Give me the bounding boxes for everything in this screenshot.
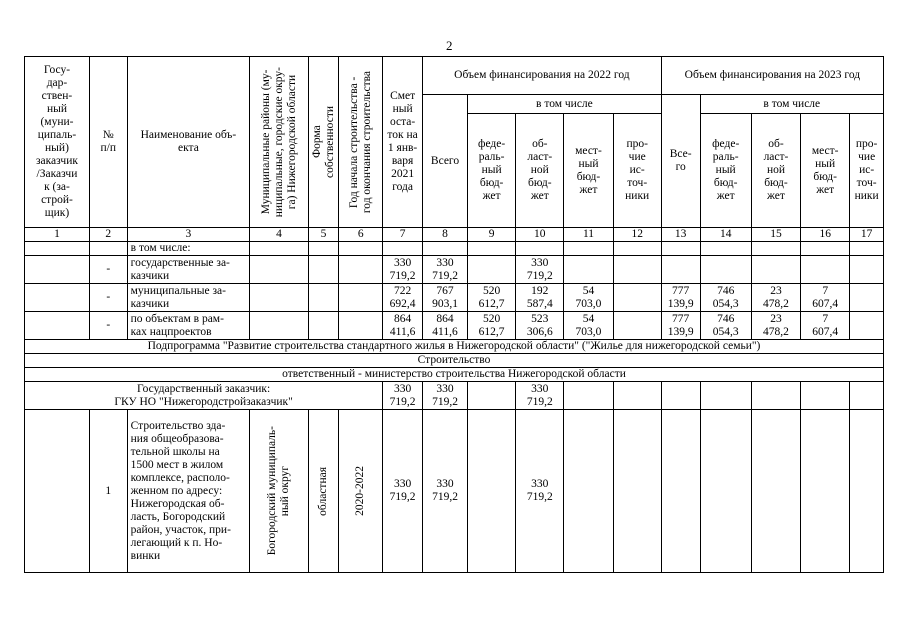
cell-value <box>700 256 751 284</box>
cell-value: 330 719,2 <box>383 382 423 410</box>
cell-value: 192 587,4 <box>516 284 564 312</box>
table-row <box>25 382 884 410</box>
col-num: 6 <box>339 228 383 242</box>
cell-value: 523 306,6 <box>516 312 564 340</box>
row-name: государственные за- казчики <box>127 256 250 284</box>
item-name: Строительство зда- ния общеобразова- тельной школы на 1500 мест в жилом комплексе, располо- женном по адресу: Нижегородская об- ласть, Богородский район, участок, при- легающий к п. Но- винки <box>127 410 250 573</box>
responsible-row: ответственный - министерство строительства Нижегородской области <box>25 368 884 382</box>
header-incl-2022: в том числе <box>468 95 662 114</box>
col-num: 16 <box>801 228 850 242</box>
col-num: 3 <box>127 228 250 242</box>
cell-value: 23 478,2 <box>751 312 800 340</box>
header-federal-2023: феде- раль- ный бюд- жет <box>700 114 751 228</box>
cell-value: 54 703,0 <box>564 312 613 340</box>
header-incl-2023: в том числе <box>700 95 883 114</box>
col-num: 13 <box>661 228 700 242</box>
header-local-2022: мест- ный бюд- жет <box>564 114 613 228</box>
header-fin-2022: Объем финансирования на 2022 год <box>423 57 662 95</box>
section-row: Строительство <box>25 354 884 368</box>
row-dash: - <box>89 312 127 340</box>
col-num: 12 <box>613 228 661 242</box>
cell-value: 330 719,2 <box>516 382 564 410</box>
col-num: 7 <box>383 228 423 242</box>
cell-value: 722 692,4 <box>383 284 423 312</box>
col-num: 9 <box>468 228 516 242</box>
header-fin-2023: Объем финансирования на 2023 год <box>661 57 883 95</box>
cell-value: 520 612,7 <box>468 312 516 340</box>
cell-value <box>613 312 661 340</box>
cell-value: 23 478,2 <box>751 284 800 312</box>
col-num: 17 <box>850 228 884 242</box>
col-num: 10 <box>516 228 564 242</box>
item-ownership: областная <box>308 410 338 573</box>
cell-value <box>613 256 661 284</box>
cell-value <box>850 312 884 340</box>
cell-value: 330 719,2 <box>516 256 564 284</box>
header-other-2023: про- чие ис- точ- ники <box>850 114 884 228</box>
col-num: 1 <box>25 228 90 242</box>
header-estimate: Смет ный оста- ток на 1 янв- варя 2021 года <box>383 57 423 228</box>
row-name: по объектам в рам- ках нацпроектов <box>127 312 250 340</box>
cell-value <box>468 256 516 284</box>
cell-value <box>661 410 700 573</box>
row-name: муниципальные за- казчики <box>127 284 250 312</box>
cell-value: 520 612,7 <box>468 284 516 312</box>
cell-value <box>801 410 850 573</box>
header-customer: Госу- дар- ствен- ный (муни- ципаль- ный) заказчик /Заказчи к (за- строй- щик) <box>25 57 90 228</box>
cell-value: 330 719,2 <box>423 382 468 410</box>
page-number: 2 <box>446 38 453 53</box>
col-num: 2 <box>89 228 127 242</box>
gku-name: Государственный заказчик: ГКУ НО "Нижегородстройзаказчик" <box>25 382 383 410</box>
header-total-2023: Все- го <box>661 95 700 228</box>
row-dash: - <box>89 284 127 312</box>
table-row <box>25 312 884 340</box>
cell-value: 330 719,2 <box>423 256 468 284</box>
col-num: 14 <box>700 228 751 242</box>
cell-value: 7 607,4 <box>801 284 850 312</box>
column-numbers-row <box>25 228 884 242</box>
cell-value: 330 719,2 <box>383 410 423 573</box>
cell-value <box>700 410 751 573</box>
item-number: 1 <box>89 410 127 573</box>
col-num: 15 <box>751 228 800 242</box>
cell-value <box>468 382 516 410</box>
item-district: Богородский муниципаль- ный округ <box>250 410 309 573</box>
cell-value <box>564 256 613 284</box>
col-num: 5 <box>308 228 338 242</box>
cell-value: 54 703,0 <box>564 284 613 312</box>
cell-value <box>613 284 661 312</box>
header-ownership: Форма собственности <box>308 57 338 228</box>
cell-value <box>751 256 800 284</box>
cell-value <box>850 410 884 573</box>
item-years: 2020-2022 <box>339 410 383 573</box>
table-row <box>25 256 884 284</box>
header-regional-2022: об- ласт- ной бюд- жет <box>516 114 564 228</box>
cell-value <box>850 284 884 312</box>
header-local-2023: мест- ный бюд- жет <box>801 114 850 228</box>
cell-value: 746 054,3 <box>700 312 751 340</box>
cell-value <box>801 256 850 284</box>
cell-value <box>661 256 700 284</box>
cell-value <box>850 256 884 284</box>
col-num: 11 <box>564 228 613 242</box>
cell-value <box>468 410 516 573</box>
cell-value: 7 607,4 <box>801 312 850 340</box>
subprogram-row: Подпрограмма "Развитие строительства стандартного жилья в Нижегородской области" ("Жилье для нижегородской семьи") <box>25 340 884 354</box>
cell-value: 864 411,6 <box>423 312 468 340</box>
col-num: 8 <box>423 228 468 242</box>
table-row <box>25 242 884 256</box>
header-district: Муниципальные районы (му- ниципальные, городские окру- га) Нижегородской области <box>250 57 309 228</box>
cell-value: 330 719,2 <box>423 410 468 573</box>
cell-value: 330 719,2 <box>516 410 564 573</box>
cell-value: 330 719,2 <box>383 256 423 284</box>
cell-value: 777 139,9 <box>661 312 700 340</box>
table-row <box>25 284 884 312</box>
header-other-2022: про- чие ис- точ- ники <box>613 114 661 228</box>
cell-value: 746 054,3 <box>700 284 751 312</box>
cell-value: 864 411,6 <box>383 312 423 340</box>
header-total-2022: Всего <box>423 95 468 228</box>
header-federal-2022: феде- раль- ный бюд- жет <box>468 114 516 228</box>
cell-value <box>613 410 661 573</box>
header-years: Год начала строительства - год окончания строительства <box>339 57 383 228</box>
incl-label: в том числе: <box>127 242 250 256</box>
cell-value <box>751 410 800 573</box>
col-num: 4 <box>250 228 309 242</box>
header-regional-2023: об- ласт- ной бюд- жет <box>751 114 800 228</box>
table-row <box>25 410 884 573</box>
cell-value <box>564 410 613 573</box>
header-object-name: Наименование объ- екта <box>127 57 250 228</box>
header-num: № п/п <box>89 57 127 228</box>
row-dash: - <box>89 256 127 284</box>
cell-value: 777 139,9 <box>661 284 700 312</box>
financing-table <box>24 56 884 573</box>
cell-value: 767 903,1 <box>423 284 468 312</box>
